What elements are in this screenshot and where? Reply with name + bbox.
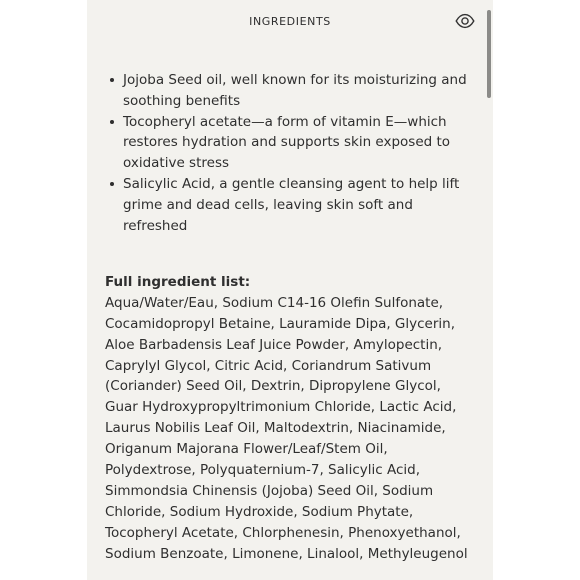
full-ingredient-list	[105, 272, 477, 565]
list-item	[105, 70, 475, 112]
scrollbar-thumb[interactable]	[487, 10, 491, 98]
eye-icon[interactable]	[455, 13, 475, 29]
bullet-icon	[110, 120, 114, 124]
benefit-text: Tocopheryl acetate—a form of vitamin E—which restores hydration and supports skin exposed to oxidative stress	[123, 113, 451, 172]
full-list-text: Aqua/Water/Eau, Sodium C14-16 Olefin Sulfonate, Cocamidopropyl Betaine, Lauramide Dipa, Glycerin, Aloe Barbadensis Leaf Juice Powder, Amylopectin, Caprylyl Glycol, Citric Acid, Coriandrum Sativum (Coriander) Seed Oil, Dextrin, Dipropylene Glycol, Guar Hydroxypropyltrimonium Chloride, Lactic Acid, Laurus Nobilis Leaf Oil, Maltodextrin, Niacinamide, Origanum Majorana Flower/Leaf/Stem Oil, Polydextrose, Polyquaternium-7, Salicylic Acid, Simmondsia Chinensis (Jojoba) Seed Oil, Sodium Chloride, Sodium Hydroxide, Sodium Phytate, Tocopheryl Acetate, Chlorphenesin, Phenoxyethanol, Sodium Benzoate, Limonene, Linalool, Methyleugenol	[105, 294, 468, 562]
bullet-icon	[110, 78, 114, 82]
benefit-text: Jojoba Seed oil, well known for its moisturizing and soothing benefits	[123, 72, 467, 109]
panel-header	[87, 0, 493, 44]
bullet-icon	[110, 182, 114, 186]
full-list-heading: Full ingredient list:	[105, 274, 251, 290]
ingredients-panel	[87, 0, 493, 580]
list-item	[105, 174, 475, 236]
list-item	[105, 112, 475, 174]
benefits-list	[105, 70, 475, 236]
page-title: INGREDIENTS	[249, 15, 331, 28]
benefit-text: Salicylic Acid, a gentle cleansing agent to help lift grime and dead cells, leaving skin soft and refreshed	[123, 175, 460, 234]
